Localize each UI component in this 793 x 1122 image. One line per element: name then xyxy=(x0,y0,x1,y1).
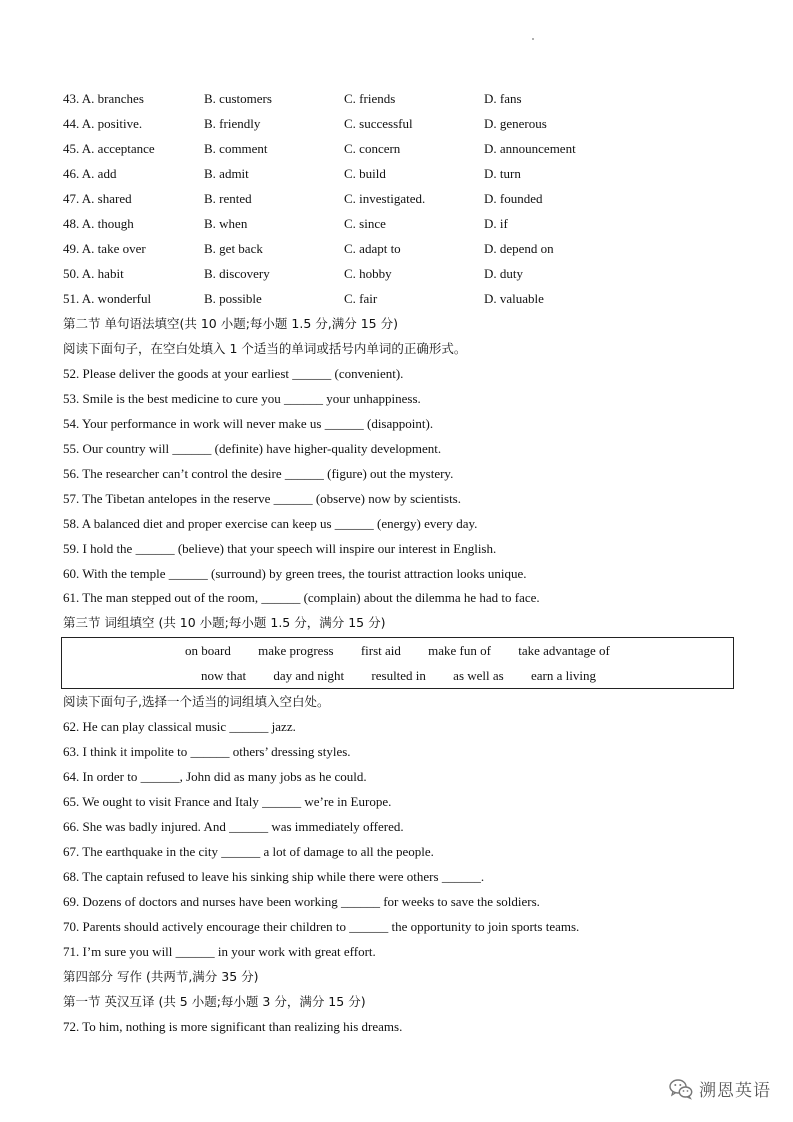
phrase: as well as xyxy=(453,668,504,683)
question-item: 67. The earthquake in the city ______ a lot of damage to all the people. xyxy=(63,844,434,859)
part-heading: 第四部分 写作 (共两节,满分 35 分) xyxy=(63,969,259,984)
question-item: 55. Our country will ______ (definite) have higher-quality development. xyxy=(63,441,442,456)
watermark xyxy=(669,1076,771,1101)
question-item: 58. A balanced diet and proper exercise can keep us ______ (energy) every day. xyxy=(63,516,478,531)
instruction-text: 阅读下面句子,选择一个适当的词组填入空白处。 xyxy=(63,694,330,709)
question-item: 59. I hold the ______ (believe) that your speech will inspire our interest in English. xyxy=(63,541,497,556)
question-item: 53. Smile is the best medicine to cure you ______ your unhappiness. xyxy=(63,391,421,406)
choice-row: 45. A. acceptance B. comment C. concern D. announcement xyxy=(63,141,576,156)
question-item: 72. To him, nothing is more significant than realizing his dreams. xyxy=(63,1019,403,1034)
choice-row: 48. A. though B. when C. since D. if xyxy=(63,216,508,231)
phrase-box xyxy=(61,637,734,689)
phrase: resulted in xyxy=(371,668,426,683)
question-item: 64. In order to ______, John did as many jobs as he could. xyxy=(63,769,367,784)
question-item: 57. The Tibetan antelopes in the reserve ______ (observe) now by scientists. xyxy=(63,491,461,506)
phrase: on board xyxy=(185,643,231,658)
question-item: 52. Please deliver the goods at your earliest ______ (convenient). xyxy=(63,366,404,381)
phrase: day and night xyxy=(273,668,345,683)
phrase: earn a living xyxy=(530,668,596,683)
phrase: take advantage of xyxy=(518,643,610,658)
phrase-row xyxy=(201,668,596,684)
section-heading: 第三节 词组填空 (共 10 小题;每小题 1.5 分，满分 15 分) xyxy=(63,615,386,630)
question-item: 66. She was badly injured. And ______ was immediately offered. xyxy=(63,819,404,834)
question-item: 70. Parents should actively encourage their children to ______ the opportunity to join sports teams. xyxy=(63,919,580,934)
phrase-row xyxy=(185,643,610,659)
section-heading: 第一节 英汉互译 (共 5 小题;每小题 3 分，满分 15 分) xyxy=(63,994,366,1009)
watermark-text: 溯恩英语 xyxy=(699,1081,771,1101)
choice-row: 43. A. branches B. customers C. friends D. fans xyxy=(63,91,522,106)
wechat-icon xyxy=(669,1078,693,1100)
instruction-text: 阅读下面句子，在空白处填入 1 个适当的单词或括号内单词的正确形式。 xyxy=(63,341,467,356)
choice-row: 46. A. add B. admit C. build D. turn xyxy=(63,166,521,181)
question-item: 60. With the temple ______ (surround) by green trees, the tourist attraction looks unique. xyxy=(63,566,527,581)
choice-row: 44. A. positive. B. friendly C. successful D. generous xyxy=(63,116,547,131)
question-item: 62. He can play classical music ______ jazz. xyxy=(63,719,296,734)
question-item: 61. The man stepped out of the room, ______ (complain) about the dilemma he had to face. xyxy=(63,590,540,605)
choice-row: 50. A. habit B. discovery C. hobby D. duty xyxy=(63,266,523,281)
question-item: 68. The captain refused to leave his sinking ship while there were others ______. xyxy=(63,869,485,884)
choice-row: 49. A. take over B. get back C. adapt to D. depend on xyxy=(63,241,554,256)
phrase: now that xyxy=(201,668,247,683)
question-item: 71. I’m sure you will ______ in your work with great effort. xyxy=(63,944,376,959)
question-item: 56. The researcher can’t control the desire ______ (figure) out the mystery. xyxy=(63,466,454,481)
question-item: 54. Your performance in work will never make us ______ (disappoint). xyxy=(63,416,434,431)
speck xyxy=(532,38,534,40)
phrase: make fun of xyxy=(428,643,491,658)
phrase: first aid xyxy=(360,643,401,658)
question-item: 69. Dozens of doctors and nurses have been working ______ for weeks to save the soldiers. xyxy=(63,894,540,909)
choice-row: 47. A. shared B. rented C. investigated. D. founded xyxy=(63,191,543,206)
question-item: 65. We ought to visit France and Italy ______ we’re in Europe. xyxy=(63,794,392,809)
choice-row: 51. A. wonderful B. possible C. fair D. valuable xyxy=(63,291,544,306)
phrase: make progress xyxy=(258,643,334,658)
question-item: 63. I think it impolite to ______ others’ dressing styles. xyxy=(63,744,351,759)
section-heading: 第二节 单句语法填空(共 10 小题;每小题 1.5 分,满分 15 分) xyxy=(63,316,398,331)
